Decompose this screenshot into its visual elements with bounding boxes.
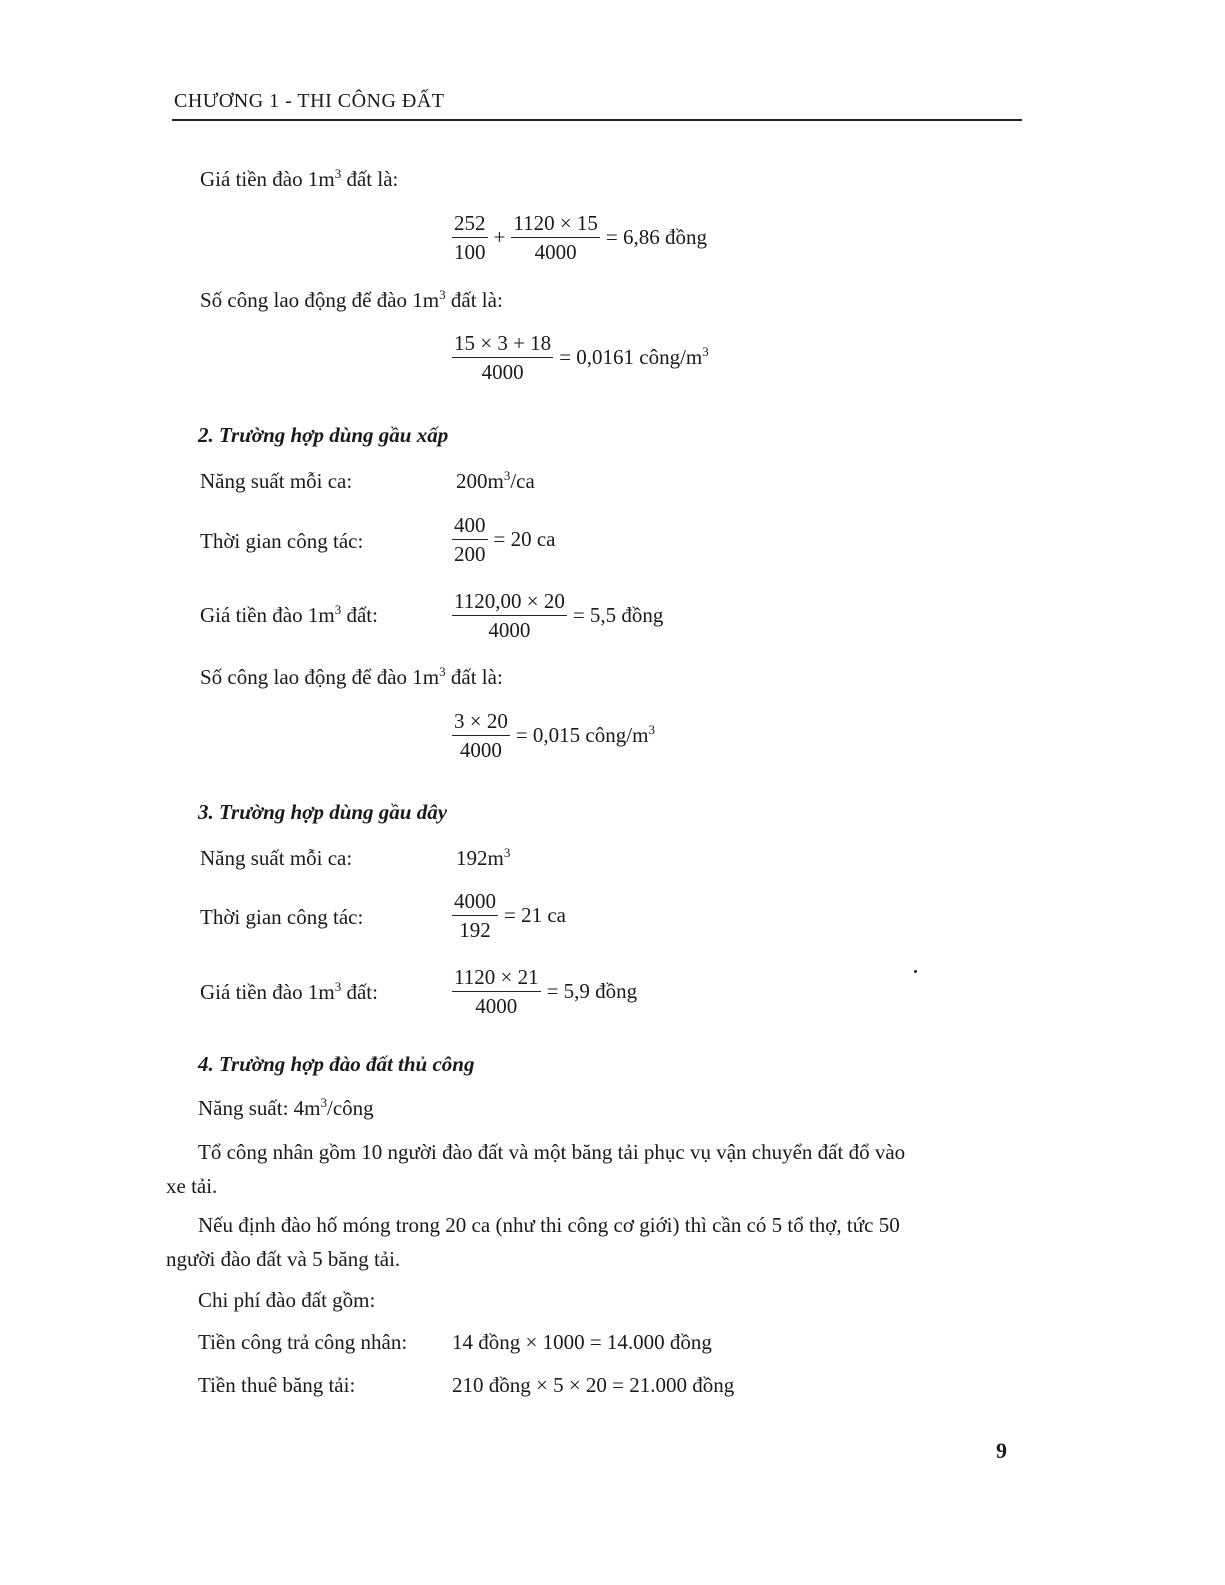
s4-wage-label: Tiền công trả công nhân: xyxy=(198,1330,408,1354)
s3-price-equation: $\frac{1120 \times 21}{4000}$ = 5,9 đồng xyxy=(454,965,638,1018)
s1-price-equation: $\frac{252}{100}$ + $\frac{1120 \times 15}{4000}$ = 6,86 đồng xyxy=(454,211,708,264)
fraction: $\frac{3 \times 20}{4000}$ xyxy=(454,709,508,762)
fraction: $\frac{15 \times 3 + 18}{4000}$ xyxy=(454,331,552,384)
s3-prod-label: Năng suất mỗi ca: xyxy=(200,846,353,870)
s4-para2-line2: người đào đất và 5 băng tải. xyxy=(166,1247,401,1271)
fraction: $\frac{400}{200}$ xyxy=(454,513,486,566)
s4-cost-intro: Chi phí đào đất gồm: xyxy=(198,1288,376,1312)
s4-rent-value: 210 đồng × 5 × 20 = 21.000 đồng xyxy=(452,1373,735,1397)
s2-time-equation: $\frac{400}{200}$ = 20 ca xyxy=(454,513,556,566)
fraction: $\frac{1120,00 \times 20}{4000}$ xyxy=(454,589,565,642)
fraction: $\frac{1120 \times 21}{4000}$ xyxy=(454,965,539,1018)
s3-time-equation: $\frac{4000}{192}$ = 21 ca xyxy=(454,889,566,942)
fraction: $\frac{1120 \times 15}{4000}$ xyxy=(513,211,598,264)
s3-prod-value: $192m^3$ xyxy=(456,845,511,870)
s4-rent-label: Tiền thuê băng tải: xyxy=(198,1373,356,1397)
s2-prod-value: $200m^3/ca$ xyxy=(456,468,535,493)
s4-prod: Năng suất: $4m^3$/công xyxy=(198,1095,374,1120)
fraction: $\frac{4000}{192}$ xyxy=(454,889,496,942)
fraction: $\frac{252}{100}$ xyxy=(454,211,486,264)
s1-labor-equation: $\frac{15 \times 3 + 18}{4000}$ = 0,0161 công/$m^3$ xyxy=(454,331,709,384)
s3-price-label: Giá tiền đào $1m^3$ đất: xyxy=(200,979,378,1004)
stray-mark xyxy=(914,970,917,973)
chapter-header: CHƯƠNG 1 - THI CÔNG ĐẤT xyxy=(174,90,445,112)
s4-wage-value: 14 đồng × 1000 = 14.000 đồng xyxy=(452,1330,712,1354)
s2-labor-label: Số công lao động để đào $1m^3$ đất là: xyxy=(200,664,503,689)
s2-price-equation: $\frac{1120,00 \times 20}{4000}$ = 5,5 đồng xyxy=(454,589,664,642)
s2-time-label: Thời gian công tác: xyxy=(200,529,364,553)
page-number: 9 xyxy=(996,1438,1007,1463)
s4-heading: 4. Trường hợp đào đất thủ công xyxy=(198,1052,475,1076)
s4-para2-line1: Nếu định đào hố móng trong 20 ca (như thi công cơ giới) thì cần có 5 tổ thợ, tức 50 xyxy=(198,1213,900,1237)
s3-time-label: Thời gian công tác: xyxy=(200,905,364,929)
s2-price-label: Giá tiền đào $1m^3$ đất: xyxy=(200,602,378,627)
s4-para1-line2: xe tải. xyxy=(166,1174,218,1198)
s1-labor-label: Số công lao động để đào $1m^3$ đất là: xyxy=(200,287,503,312)
s2-heading: 2. Trường hợp dùng gầu xấp xyxy=(198,423,449,447)
s3-heading: 3. Trường hợp dùng gầu dây xyxy=(198,800,448,824)
s4-para1-line1: Tổ công nhân gồm 10 người đào đất và một băng tải phục vụ vận chuyển đất đổ vào xyxy=(198,1140,906,1164)
header-rule xyxy=(172,119,1022,121)
s2-prod-label: Năng suất mỗi ca: xyxy=(200,469,353,493)
s1-price-label: Giá tiền đào $1m^3$ đất là: xyxy=(200,166,399,191)
s2-labor-equation: $\frac{3 \times 20}{4000}$ = 0,015 công/$m^3$ xyxy=(454,709,655,762)
